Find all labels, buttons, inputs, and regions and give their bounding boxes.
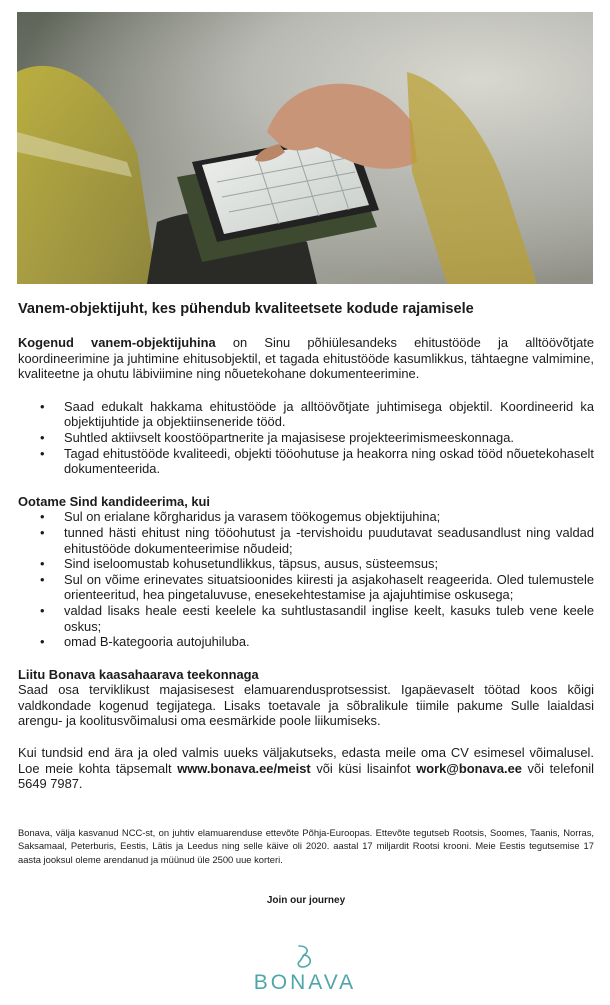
list-item: • omad B-kategooria autojuhiluba.: [18, 634, 594, 650]
intro-paragraph: [18, 335, 594, 382]
list-item: • Sul on erialane kõrgharidus ja varasem töökogemus objektijuhina;: [18, 509, 594, 525]
list-item: • valdad lisaks heale eesti keelele ka suhtlustasandil inglise keelt, kasuks tuleb vene keele oskus;: [18, 603, 594, 634]
list-item: • tunned hästi ehitust ning tööohutust ja -tervishoidu puudutavat seadusandlust ning valdad ehitustööde dokumenteerimise nõudeid;: [18, 525, 594, 556]
list-item: • Tagad ehitustööde kvaliteedi, objekti tööohutuse ja heakorra ning oskad tööd nõuetekohaselt dokumenteerida.: [18, 446, 594, 477]
bonava-logo-icon: [293, 944, 317, 970]
apply-text-3: või telefonil 5649 7987.: [18, 760, 595, 792]
hero-image: [17, 12, 593, 284]
bonava-logo-text: BONAVA: [253, 971, 357, 994]
tagline: Join our journey: [266, 895, 346, 907]
apply-text-2: või küsi lisainfot: [310, 760, 417, 776]
list-item: • Sul on võime erinevates situatsioonides kiiresti ja asjakohaselt reageerida. Oled tulemustele orienteeritud, hea pingetaluvuse, enesekehtestamise ja ajajuhtimise oskusega;: [18, 572, 594, 603]
apply-text-1: Kui tundsid end ära ja oled valmis uueks väljakutseks, edasta meile oma CV esimesel võimalusel. Loe meie kohta täpsemalt: [18, 745, 594, 776]
bonava-logo: [0, 944, 610, 995]
join-paragraph: Saad osa terviklikust majasisesest elamuarendusprotsessist. Igapäevaselt töötad koos kõigi valdkondade kogenud tegijatega. Lisaks toetavale ja sõbralikule tiimile pakume Sulle laialdasi arengu- ja koolitusvõimalusi oma eesmärkide poole liikumiseks.: [18, 682, 594, 729]
requirements-list: [18, 509, 594, 649]
about-company: Bonava, välja kasvanud NCC-st, on juhtiv elamuarenduse ettevõte Põhja-Euroopas. Ettevõte tegutseb Rootsis, Soomes, Taanis, Norras, Saksamaal, Peterburis, Eestis, Lätis ja Leedus ning selle käive oli 2020. aastal 17 miljardit Rootsi krooni. Meie Eestis tegutsemise 17 aasta jooksul oleme arendanud ja müünud üle 2500 uue korteri.: [18, 826, 594, 865]
duties-list: [18, 399, 594, 477]
website-link[interactable]: www.bonava.ee/meist: [177, 760, 311, 776]
list-item: • Suhtled aktiivselt koostööpartnerite ja majasisese projekteerimismeeskonnaga.: [18, 430, 594, 446]
page-title: Vanem-objektijuht, kes pühendub kvaliteetsete kodude rajamisele: [18, 301, 474, 317]
email-link[interactable]: work@bonava.ee: [416, 760, 522, 776]
intro-text: on Sinu põhiülesandeks ehitustööde ja alltöövõtjate koordineerimine ja juhtimine ehitusobjektil, et tagada ehitustööde kasumlikkus, tähtaegne valmimine, kvaliteetne ja ohutu läbiviimine ning nõuetekohane dokumenteerimine.: [18, 335, 594, 382]
requirements-heading: Ootame Sind kandideerima, kui: [18, 493, 210, 509]
join-heading: Liitu Bonava kaasahaarava teekonnaga: [18, 666, 259, 682]
job-posting: [18, 300, 594, 906]
list-item: • Saad edukalt hakkama ehitustööde ja alltöövõtjate juhtimisega objektil. Koordineerid ka objektijuhtide ja objektiinseneride tööd.: [18, 399, 594, 430]
apply-paragraph: [18, 745, 594, 792]
intro-lead: Kogenud vanem-objektijuhina: [18, 335, 216, 350]
list-item: • Sind iseloomustab kohusetundlikkus, täpsus, ausus, süsteemsus;: [18, 556, 594, 572]
hero-illustration: [17, 12, 593, 284]
